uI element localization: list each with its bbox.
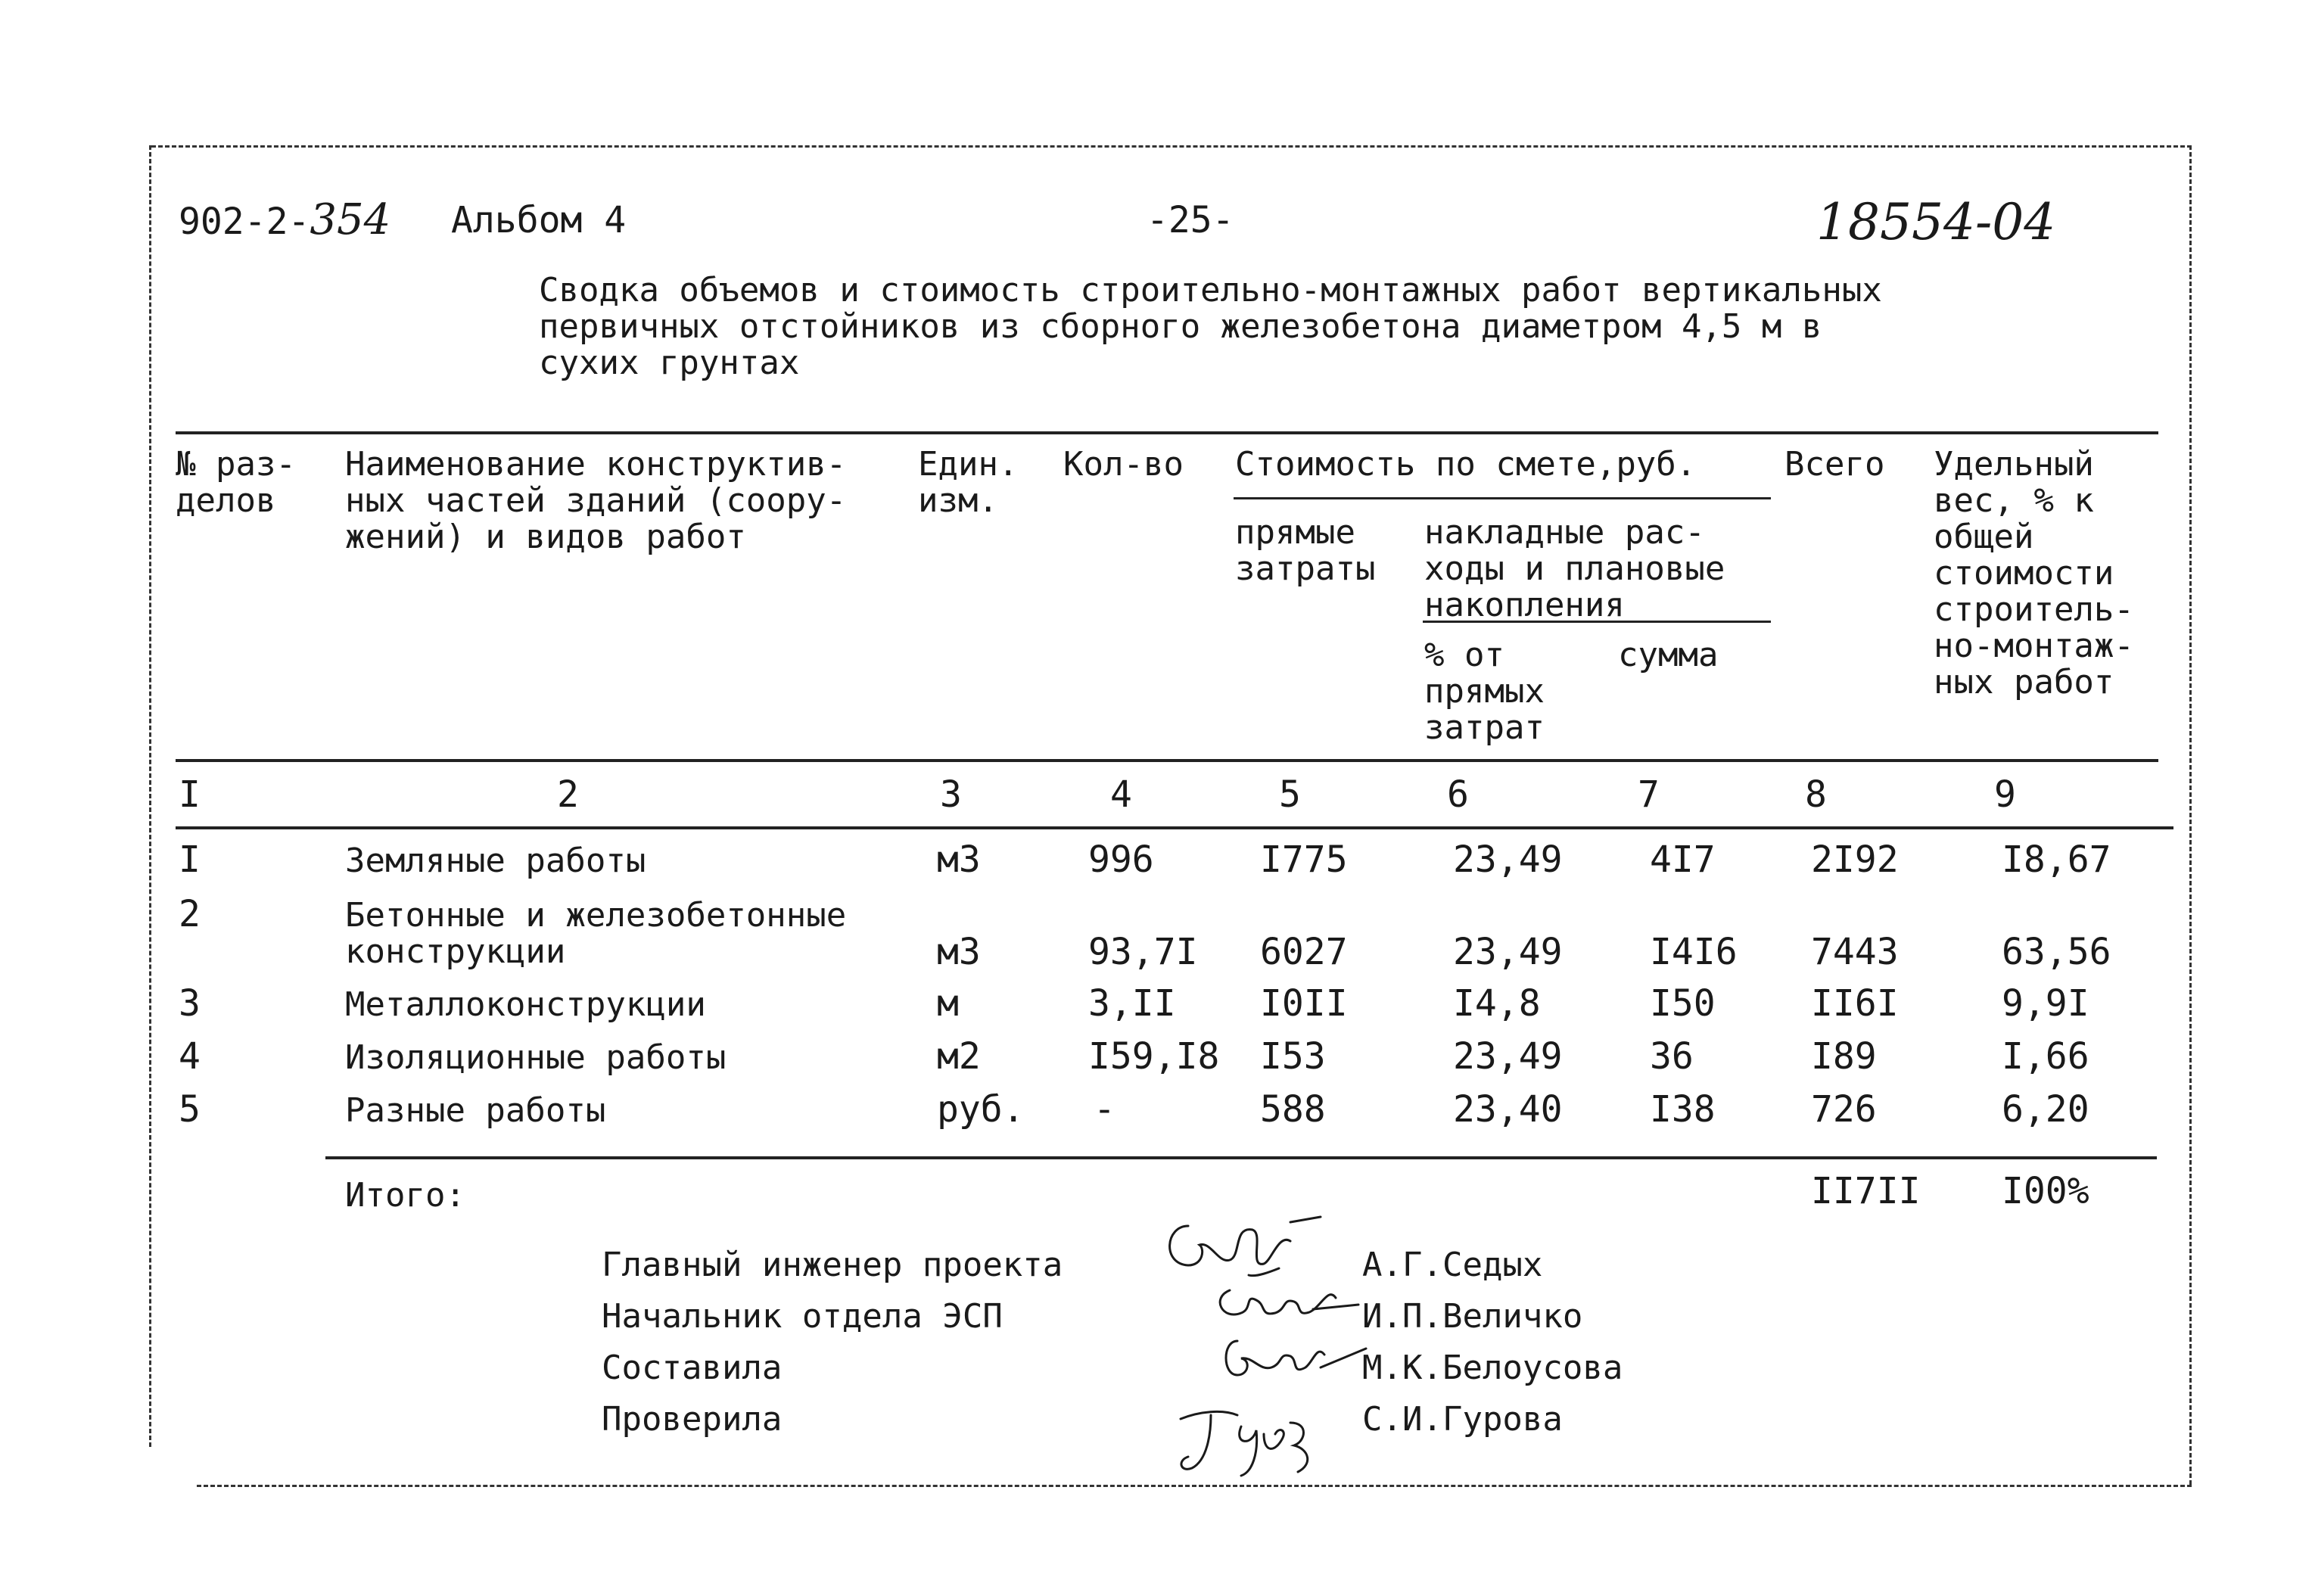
row-direct: I775: [1260, 838, 1348, 881]
row-pct: 23,49: [1453, 838, 1563, 881]
row-total: I89: [1811, 1035, 1877, 1078]
row-share: 6,20: [2002, 1088, 2089, 1131]
row-direct: 588: [1260, 1088, 1326, 1131]
signature-role: Начальник отдела ЭСП: [602, 1297, 1003, 1336]
row-total: 726: [1811, 1088, 1877, 1131]
album-label: Альбом 4: [451, 199, 627, 241]
column-numbers-rule: [176, 826, 2173, 829]
row-section-no: 3: [179, 982, 201, 1025]
signature-name: М.К.Белоусова: [1362, 1349, 1623, 1387]
header-qty: Кол-во: [1063, 445, 1184, 484]
row-name: Земляные работы: [345, 842, 646, 880]
row-qty: 3,II: [1088, 982, 1176, 1025]
row-qty: 93,7I: [1088, 931, 1198, 973]
column-number: 4: [1110, 773, 1132, 816]
header-bottom-rule: [176, 759, 2158, 762]
header-overhead-group: накладные рас- ходы и плановые накопления: [1424, 513, 1725, 624]
frame-right-line: [2189, 145, 2192, 1485]
signature-role: Главный инженер проекта: [602, 1246, 1063, 1284]
signature-scribble-3: [1207, 1333, 1374, 1386]
header-cost-group: Стоимость по смете,руб.: [1235, 445, 1697, 484]
row-name: Металлоконструкции: [345, 985, 706, 1024]
column-number: 5: [1279, 773, 1301, 816]
header-name: Наименование конструктив- ных частей зданий (соору- жений) и видов работ: [345, 445, 847, 556]
row-section-no: 2: [179, 893, 201, 935]
column-number: 9: [1994, 773, 2016, 816]
summary-label: Итого:: [345, 1176, 465, 1215]
row-pct: 23,49: [1453, 931, 1563, 973]
row-unit: руб.: [937, 1088, 1025, 1131]
signature-role: Составила: [602, 1349, 783, 1387]
frame-bottom-line: [197, 1485, 2192, 1487]
row-name: Бетонные и железобетонные конструкции: [345, 896, 847, 971]
row-qty: -: [1094, 1088, 1115, 1131]
summary-share: I00%: [2002, 1170, 2089, 1212]
row-share: I,66: [2002, 1035, 2089, 1078]
row-share: 9,9I: [2002, 982, 2089, 1025]
column-number: 7: [1638, 773, 1660, 816]
row-name: Разные работы: [345, 1091, 606, 1130]
document-code-handwritten: 354: [310, 195, 391, 244]
row-total: 7443: [1811, 931, 1899, 973]
table-top-rule: [176, 431, 2158, 434]
column-number: I: [179, 773, 201, 816]
title-line: сухих грунтах: [539, 344, 800, 382]
column-number: 2: [557, 773, 579, 816]
row-section-no: 5: [179, 1088, 201, 1131]
header-sum: сумма: [1618, 636, 1719, 674]
row-qty: I59,I8: [1088, 1035, 1220, 1078]
header-total: Всего: [1784, 445, 1885, 484]
header-unit: Един. изм.: [918, 445, 1019, 520]
title-line: Сводка объемов и стоимость строительно-монтажных работ вертикальных: [539, 271, 1882, 310]
row-pct: 23,49: [1453, 1035, 1563, 1078]
summary-total: II7II: [1811, 1170, 1921, 1212]
signature-scribble-2: [1207, 1279, 1366, 1332]
row-sum: I38: [1650, 1088, 1716, 1131]
title-line: первичных отстойников из сборного железобетона диаметром 4,5 м в: [539, 307, 1822, 346]
header-section-no: № раз- делов: [176, 445, 296, 520]
column-number: 3: [940, 773, 962, 816]
signature-name: А.Г.Седых: [1362, 1246, 1543, 1284]
inventory-number: 18554-04: [1816, 193, 2056, 251]
row-share: 63,56: [2002, 931, 2111, 973]
row-total: II6I: [1811, 982, 1899, 1025]
summary-rule: [325, 1156, 2157, 1159]
row-section-no: 4: [179, 1035, 201, 1078]
signature-name: С.И.Гурова: [1362, 1400, 1563, 1439]
row-name: Изоляционные работы: [345, 1038, 727, 1077]
column-number: 8: [1805, 773, 1827, 816]
row-unit: м: [937, 982, 959, 1025]
row-direct: I0II: [1260, 982, 1348, 1025]
row-share: I8,67: [2002, 838, 2111, 881]
document-title: [539, 272, 1882, 381]
signature-scribble-4: [1169, 1400, 1343, 1483]
row-sum: I4I6: [1650, 931, 1738, 973]
row-total: 2I92: [1811, 838, 1899, 881]
header-pct-of-direct: % от прямых затрат: [1424, 636, 1545, 747]
row-pct: I4,8: [1453, 982, 1541, 1025]
page-number: -25-: [1147, 199, 1234, 241]
document-code: [179, 195, 391, 244]
frame-left-line: [149, 145, 151, 1447]
row-unit: м3: [937, 838, 981, 881]
column-number: 6: [1447, 773, 1469, 816]
frame-top-line: [151, 145, 2192, 148]
row-qty: 996: [1088, 838, 1154, 881]
row-pct: 23,40: [1453, 1088, 1563, 1131]
signature-role: Проверила: [602, 1400, 783, 1439]
row-sum: I50: [1650, 982, 1716, 1025]
cost-group-rule: [1234, 497, 1771, 499]
signature-scribble-1: [1158, 1211, 1347, 1279]
row-direct: 6027: [1260, 931, 1348, 973]
row-direct: I53: [1260, 1035, 1326, 1078]
document-code-prefix: 902-2-: [179, 201, 310, 243]
row-unit: м2: [937, 1035, 981, 1078]
row-unit: м3: [937, 931, 981, 973]
row-sum: 4I7: [1650, 838, 1716, 881]
row-sum: 36: [1650, 1035, 1694, 1078]
row-section-no: I: [179, 838, 201, 881]
header-share: Удельный вес, % к общей стоимости строитель- но-монтаж- ных работ: [1934, 445, 2134, 702]
signature-name: И.П.Величко: [1362, 1297, 1583, 1336]
header-direct: прямые затраты: [1235, 513, 1376, 588]
